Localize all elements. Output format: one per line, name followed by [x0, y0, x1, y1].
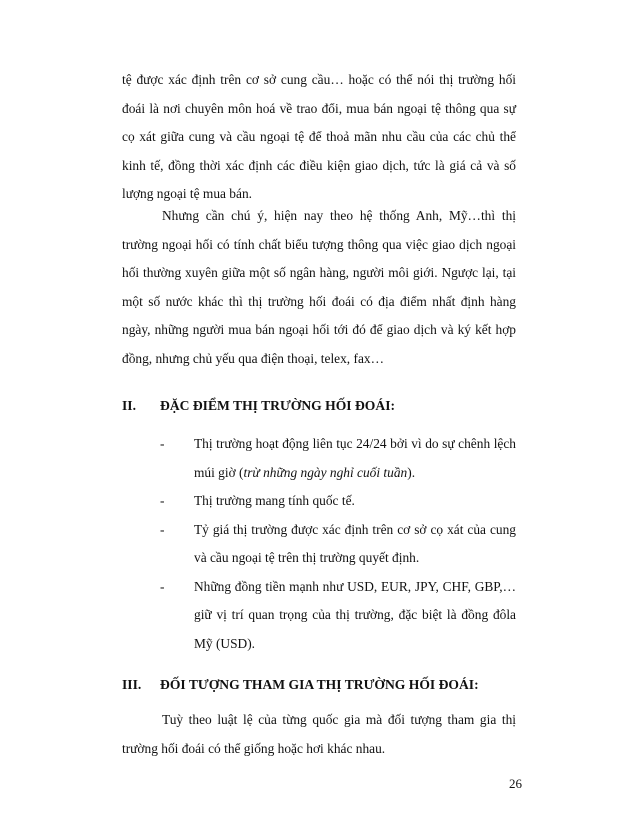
section-title: ĐẶC ĐIỂM THỊ TRƯỜNG HỐI ĐOÁI:	[160, 398, 396, 413]
paragraph-market-definition: tệ được xác định trên cơ sở cung cầu… hoặc có thể nói thị trường hối đoái là nơi chuyên môn hoá về trao đổi, mua bán ngoại tệ thông qua sự cọ xát giữa cung và cầu ngoại tệ để thoả mãn nhu cầu của các chủ thể kinh tế, đồng thời xác định các điều kiện giao dịch, tức là giá cả và số lượng ngoại tệ mua bán.	[122, 72, 516, 201]
section-number: III.	[122, 677, 142, 692]
list-item	[122, 487, 516, 516]
bullet-dash: -	[160, 493, 165, 508]
list-item	[122, 516, 516, 573]
bullet-dash: -	[160, 578, 165, 594]
page-number: 26	[509, 776, 522, 791]
list-item-text: Thị trường mang tính quốc tế.	[194, 493, 355, 508]
list-item	[122, 430, 516, 487]
characteristics-list	[122, 430, 516, 658]
list-item-italic-text: trừ những ngày nghỉ cuối tuần	[243, 464, 408, 480]
section-heading-characteristics	[122, 398, 522, 414]
bullet-dash: -	[160, 436, 165, 451]
paragraph-market-systems: Nhưng cần chú ý, hiện nay theo hệ thống Anh, Mỹ…thì thị trường ngoại hối có tính chất biểu tượng thông qua việc giao dịch ngoại hối thường xuyên giữa một số ngân hàng, người môi giới. Ngược lại, tại một số nước khác thì thị trường hối đoái có địa điểm nhất định hàng ngày, những người mua bán ngoại hối tới đó để giao dịch và ký kết hợp đồng, nhưng chủ yếu qua điện thoại, telex, fax…	[122, 208, 516, 366]
section-heading-participants	[122, 677, 522, 693]
list-item-text: Những đồng tiền mạnh như USD, EUR, JPY, CHF, GBP,… giữ vị trí quan trọng của thị trường, đặc biệt là đồng đôla Mỹ (USD).	[194, 578, 516, 651]
paragraph-participants: Tuỳ theo luật lệ của từng quốc gia mà đối tượng tham gia thị trường hối đoái có thể giống hoặc hơi khác nhau.	[122, 712, 516, 756]
list-item-text: Thị trường hoạt động liên tục 24/24 bởi vì do sự chênh lệch múi giờ (	[194, 436, 516, 480]
list-item-text: Tỷ giá thị trường được xác định trên cơ sở cọ xát của cung và cầu ngoại tệ trên thị trường quyết định.	[194, 521, 516, 565]
list-item	[122, 573, 516, 659]
section-title: ĐỐI TƯỢNG THAM GIA THỊ TRƯỜNG HỐI ĐOÁI:	[160, 677, 479, 692]
bullet-dash: -	[160, 521, 165, 537]
section-number: II.	[122, 398, 136, 413]
list-item-text-end: ).	[407, 464, 416, 480]
